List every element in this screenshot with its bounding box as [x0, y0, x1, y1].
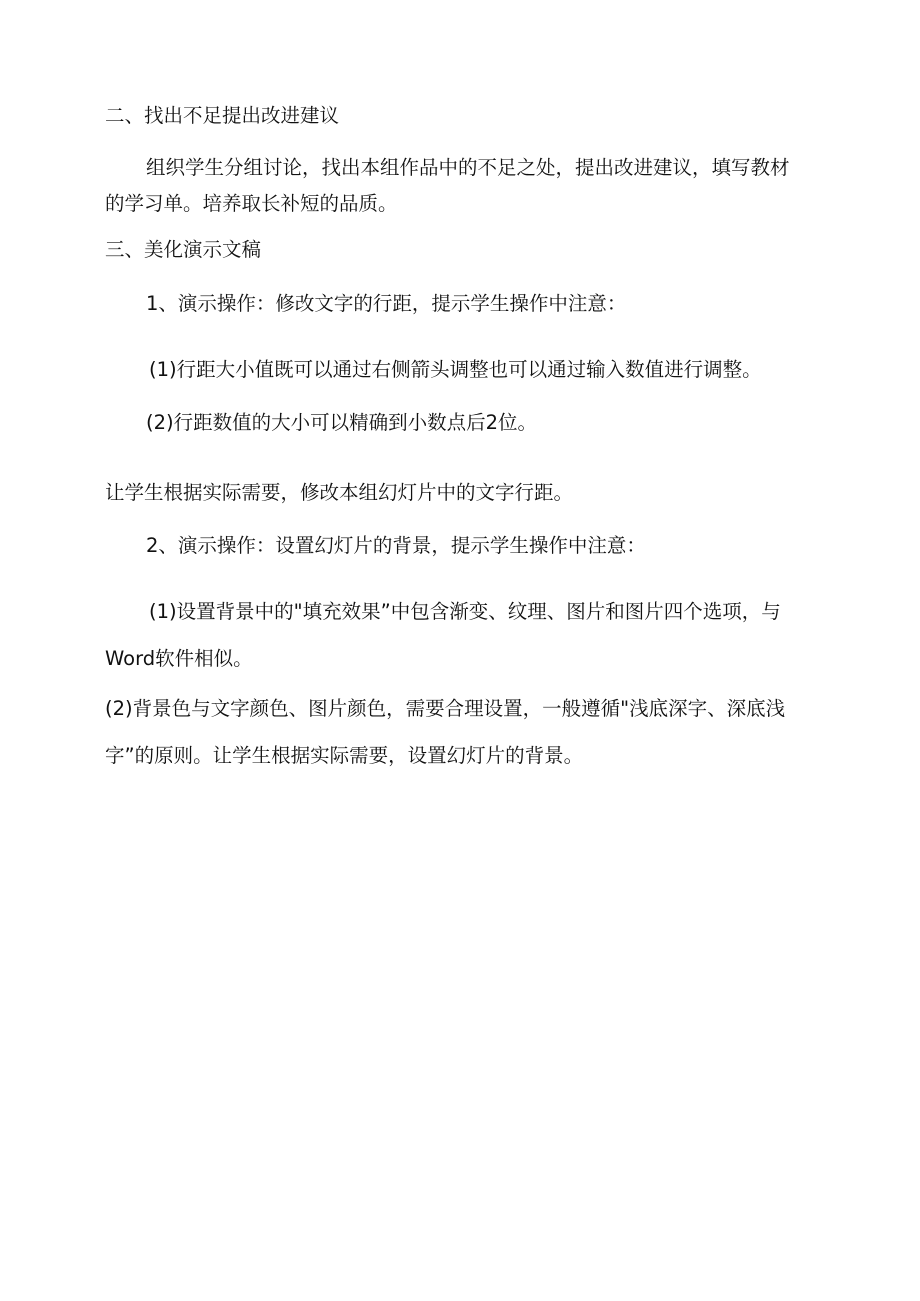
section-2-heading: 二、找出不足提出改进建议: [105, 104, 340, 127]
step-1-note-1: (1)行距大小值既可以通过右侧箭头调整也可以通过输入数值进行调整。: [149, 358, 762, 381]
step-1-title: 1、演示操作：修改文字的行距，提示学生操作中注意：: [146, 292, 627, 315]
step-1-note-2: (2)行距数值的大小可以精确到小数点后2位。: [146, 411, 538, 434]
section-2-paragraph-line-2: 的学习单。培养取长补短的品质。: [105, 192, 398, 215]
step-2-note-1-line-2: Word软件相似。: [105, 647, 253, 670]
step-2-title: 2、演示操作：设置幻灯片的背景，提示学生操作中注意：: [146, 534, 646, 557]
step-2-note-2-line-1: (2)背景色与文字颜色、图片颜色，需要合理设置，一般遵循"浅底深字、深底浅: [105, 697, 786, 720]
step-2-note-1-line-1: (1)设置背景中的"填充效果”中包含渐变、纹理、图片和图片四个选项，与: [149, 600, 781, 623]
step-1-followup: 让学生根据实际需要，修改本组幻灯片中的文字行距。: [105, 481, 574, 504]
section-2-paragraph-line-1: 组织学生分组讨论，找出本组作品中的不足之处，提出改进建议，填写教材: [146, 156, 790, 179]
step-2-note-2-line-2: 字”的原则。让学生根据实际需要，设置幻灯片的背景。: [105, 744, 584, 767]
section-3-heading: 三、美化演示文稿: [105, 238, 262, 261]
